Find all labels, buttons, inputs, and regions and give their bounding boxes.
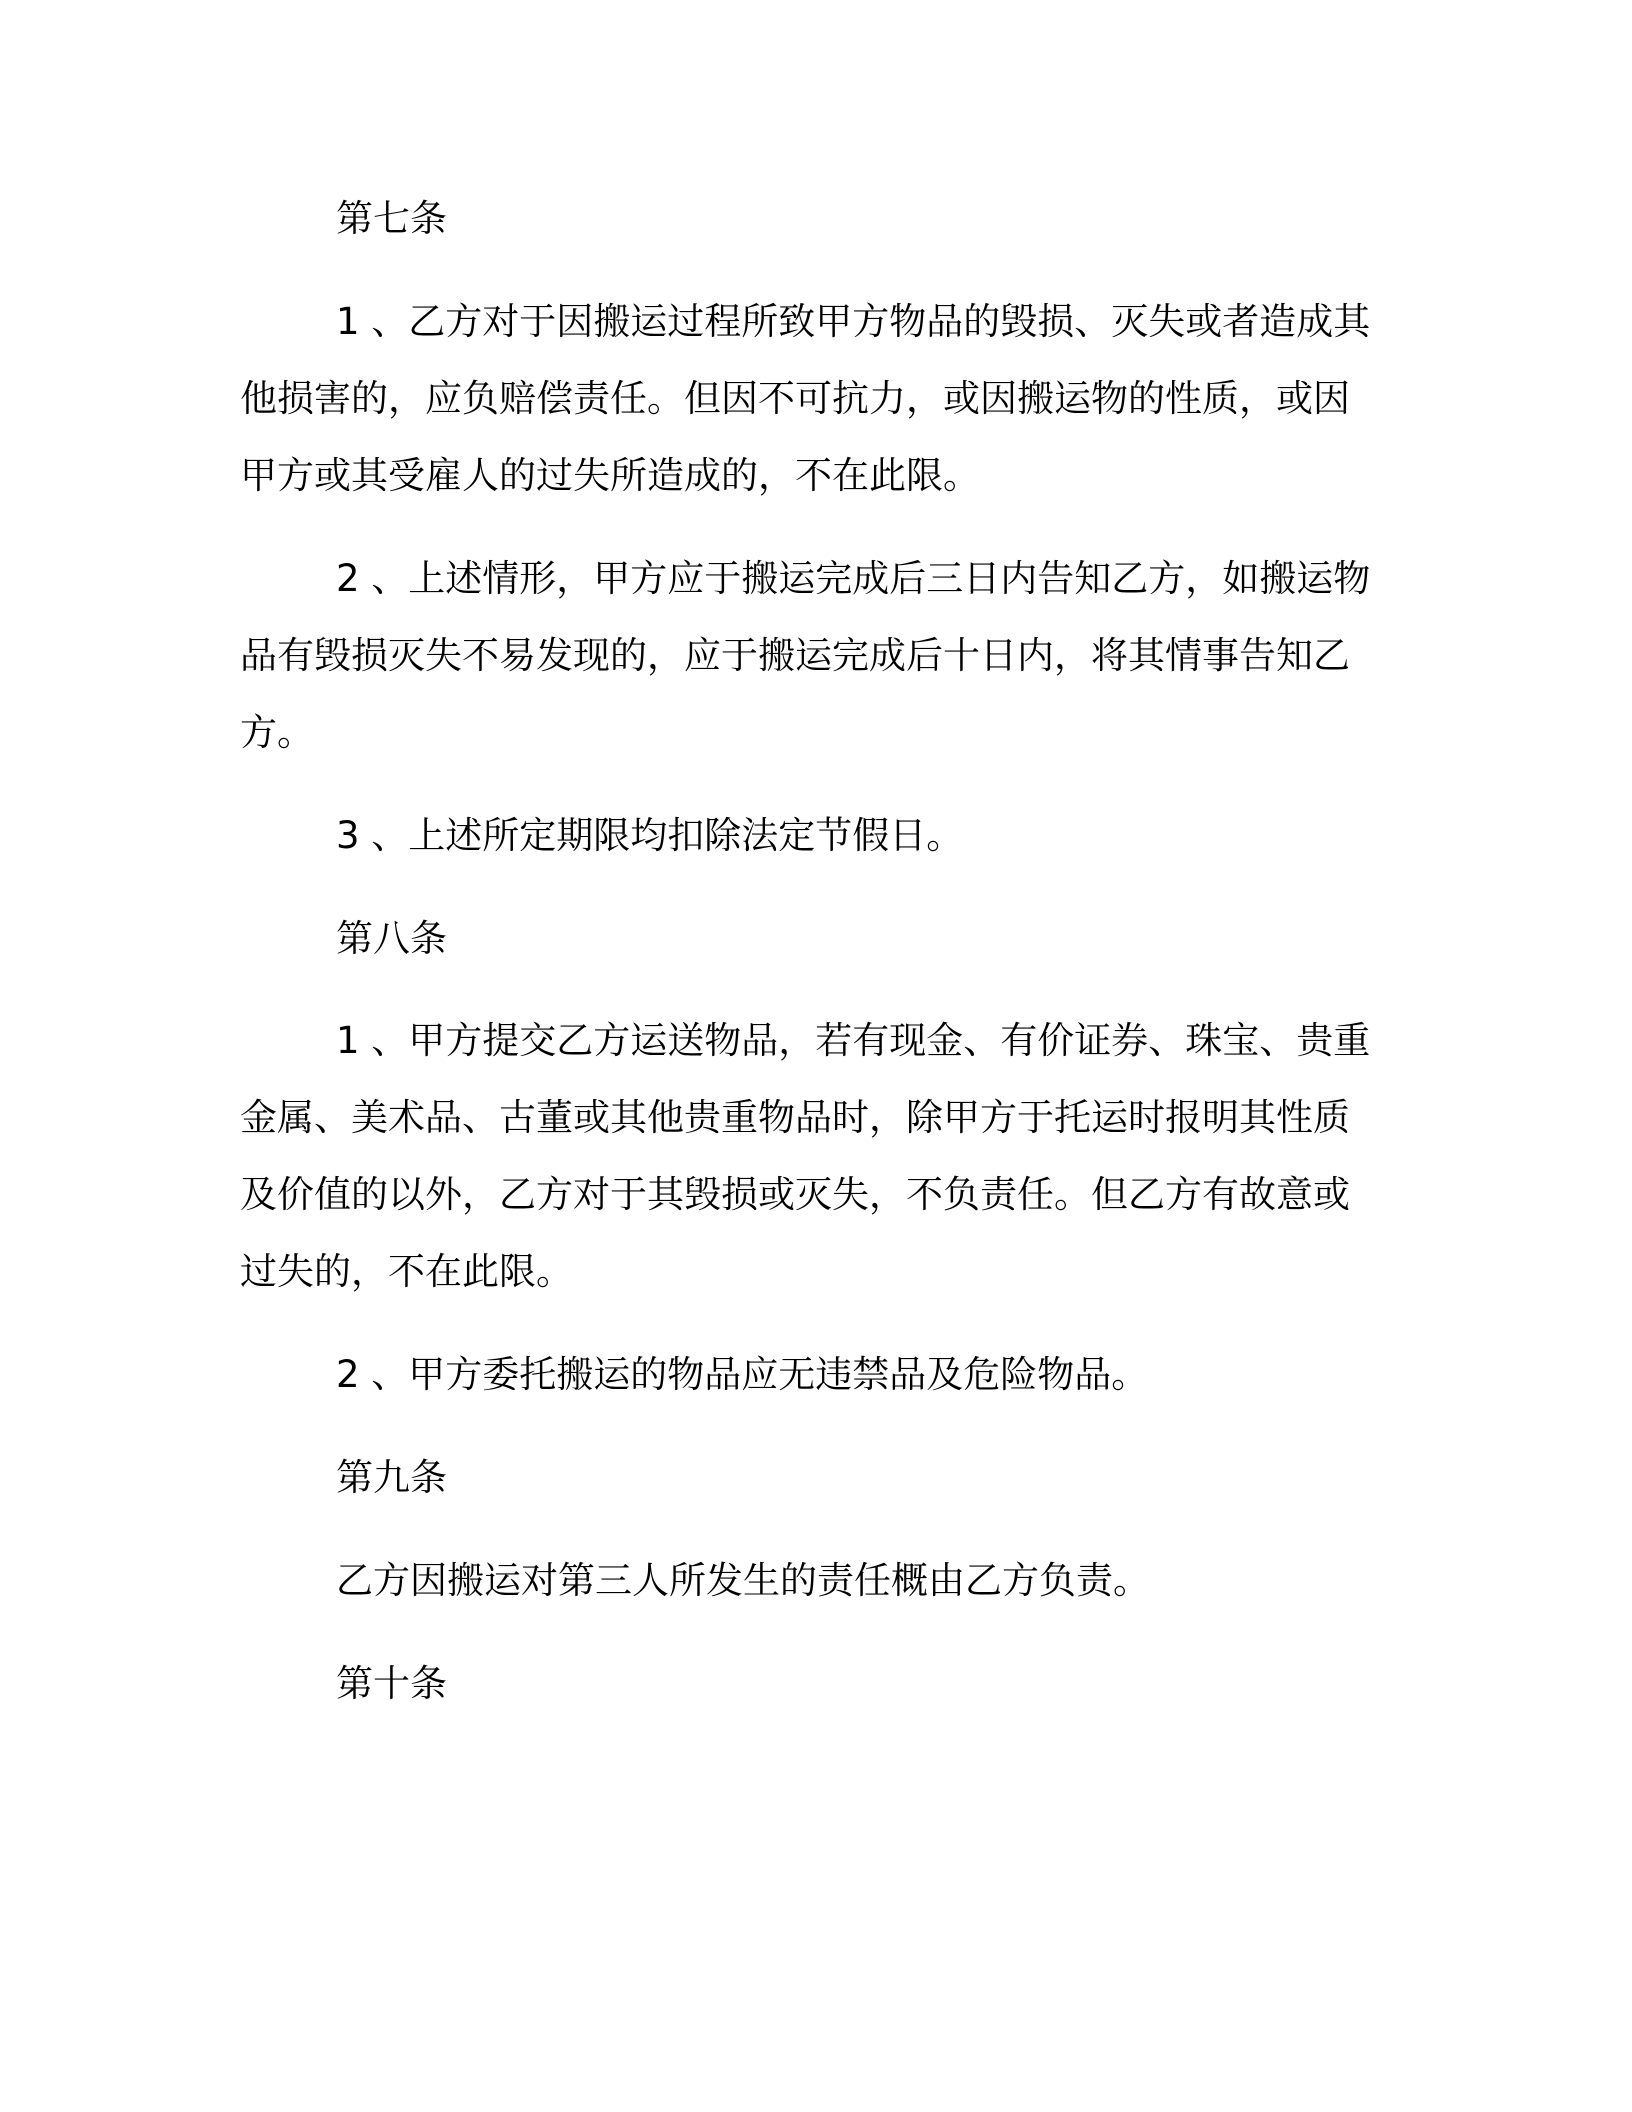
article-7-clause-1: 1 、乙方对于因搬运过程所致甲方物品的毁损、灭失或者造成其他损害的，应负赔偿责任。但因不可抗力，或因搬运物的性质，或因甲方或其受雇人的过失所造成的，不在此限。 [240, 300, 1371, 497]
article-8-clause-1: 1 、甲方提交乙方运送物品，若有现金、有价证券、珠宝、贵重金属、美术品、古董或其他贵重物品时，除甲方于托运时报明其性质及价值的以外，乙方对于其毁损或灭失，不负责任。但乙方有故意或过失的，不在此限。 [240, 1019, 1371, 1293]
article-7-clause-2: 2 、上述情形，甲方应于搬运完成后三日内告知乙方，如搬运物品有毁损灭失不易发现的，应于搬运完成后十日内，将其情事告知乙方。 [240, 557, 1371, 754]
article-7-heading: 第七条 [336, 197, 447, 240]
article-9-body: 乙方因搬运对第三人所发生的责任概由乙方负责。 [336, 1559, 1150, 1602]
article-10-heading: 第十条 [336, 1662, 447, 1705]
article-8-clause-2: 2 、甲方委托搬运的物品应无违禁品及危险物品。 [336, 1353, 1149, 1396]
article-7-clause-3: 3 、上述所定期限均扣除法定节假日。 [336, 814, 964, 857]
article-8-heading: 第八条 [336, 917, 447, 960]
article-9-heading: 第九条 [336, 1456, 447, 1499]
